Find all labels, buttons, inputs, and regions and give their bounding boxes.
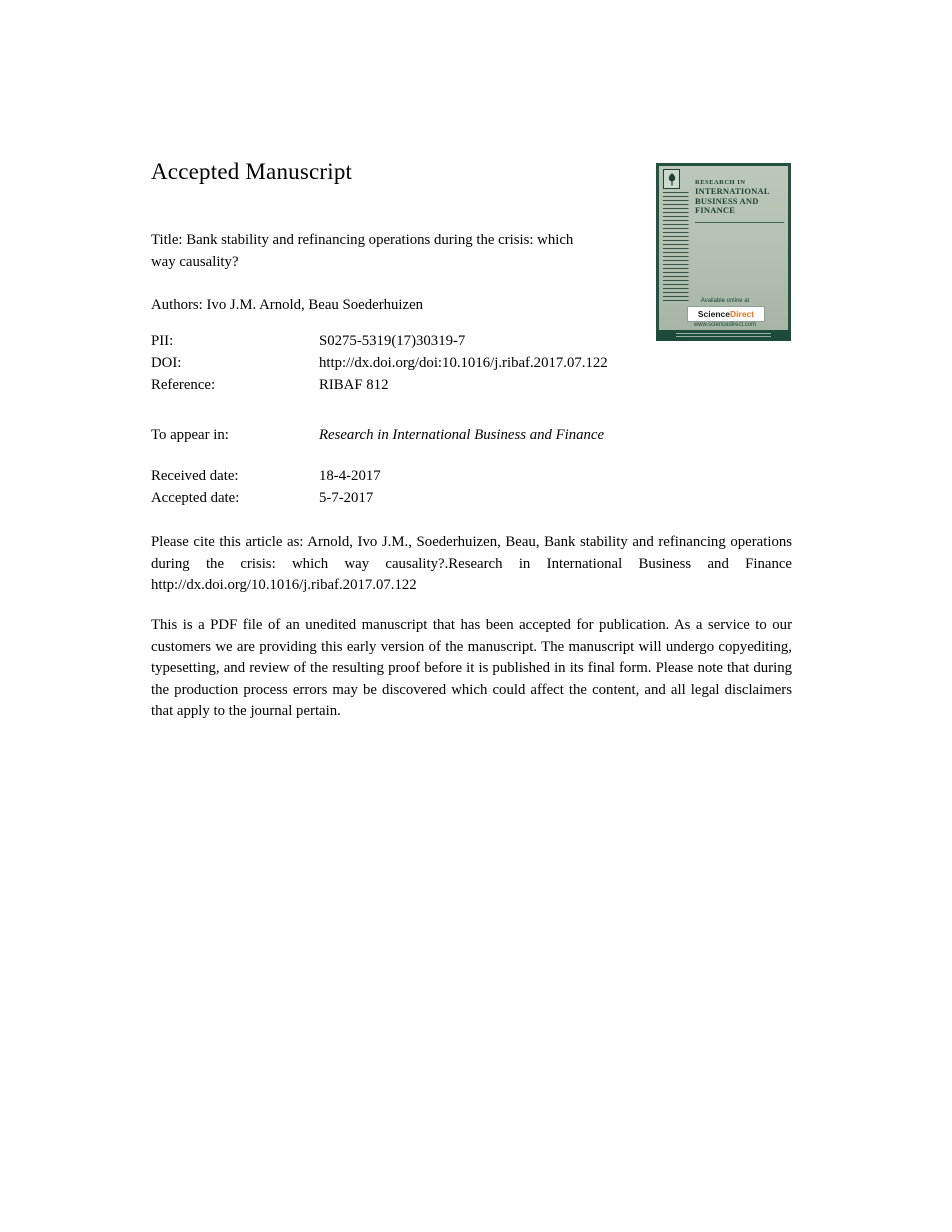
meta-row-doi bbox=[151, 353, 791, 375]
journal-name: Research in International Business and Finance bbox=[319, 427, 605, 443]
journal-title bbox=[695, 179, 785, 216]
sciencedirect-url: www.sciencedirect.com bbox=[693, 322, 757, 328]
manuscript-metadata bbox=[151, 331, 791, 396]
disclaimer-paragraph: This is a PDF file of an unedited manuscript that has been accepted for publication. As a service to our customers we are providing this early version of the manuscript. The manuscript will undergo copyediting, typesetting, and review of the resulting proof before it is published in its final form. Please note that during the production process errors may be discovered which could affect the content, and all legal disclaimers that apply to the journal pertain. bbox=[151, 617, 792, 720]
meta-row-received bbox=[151, 466, 791, 488]
journal-title-line: BUSINESS AND bbox=[695, 195, 759, 206]
editors-list-placeholder bbox=[663, 192, 693, 304]
accepted-date-value: 5-7-2017 bbox=[319, 489, 374, 506]
reference-label: Reference: bbox=[151, 376, 216, 393]
meta-row-accepted bbox=[151, 488, 791, 510]
meta-row-reference bbox=[151, 375, 791, 397]
journal-cover-panel bbox=[659, 166, 788, 330]
received-date-value: 18-4-2017 bbox=[319, 468, 381, 484]
received-date-label: Received date: bbox=[151, 468, 239, 484]
reference-value: RIBAF 812 bbox=[319, 376, 389, 393]
article-title: Title: Bank stability and refinancing operations during the crisis: which way causality? bbox=[151, 232, 574, 270]
available-online-label: Available online at bbox=[700, 298, 750, 304]
article-authors: Authors: Ivo J.M. Arnold, Beau Soederhuizen bbox=[151, 297, 424, 313]
pii-label: PII: bbox=[151, 333, 174, 349]
sciencedirect-logo bbox=[687, 306, 765, 322]
meta-row-pii bbox=[151, 331, 791, 353]
doi-label: DOI: bbox=[151, 354, 182, 371]
elsevier-tree-logo-icon bbox=[663, 169, 680, 189]
accepted-date-label: Accepted date: bbox=[151, 489, 240, 506]
journal-title-line: INTERNATIONAL bbox=[695, 186, 770, 196]
cover-divider bbox=[695, 222, 784, 223]
meta-row-appear bbox=[151, 425, 791, 447]
page-title: Accepted Manuscript bbox=[151, 159, 353, 184]
pii-value: S0275-5319(17)30319-7 bbox=[319, 333, 466, 349]
journal-cover-thumbnail bbox=[656, 163, 791, 341]
journal-title-line: FINANCE bbox=[695, 205, 736, 215]
doi-link[interactable]: http://dx.doi.org/doi:10.1016/j.ribaf.2017.07.122 bbox=[319, 354, 608, 371]
citation-paragraph: Please cite this article as: Arnold, Ivo J.M., Soederhuizen, Beau, Bank stability and refinancing operations during the crisis: which way causality?.Research in International Business and Finance http://dx.doi.org/10.1016/j.ribaf.2017.07.122 bbox=[151, 534, 792, 594]
sciencedirect-logo-science: Science bbox=[697, 309, 731, 319]
sciencedirect-logo-direct: Direct bbox=[730, 309, 755, 319]
manuscript-dates bbox=[151, 466, 791, 510]
appear-label: To appear in: bbox=[151, 427, 229, 443]
to-appear-in bbox=[151, 425, 791, 447]
journal-title-line: RESEARCH IN bbox=[695, 179, 746, 186]
